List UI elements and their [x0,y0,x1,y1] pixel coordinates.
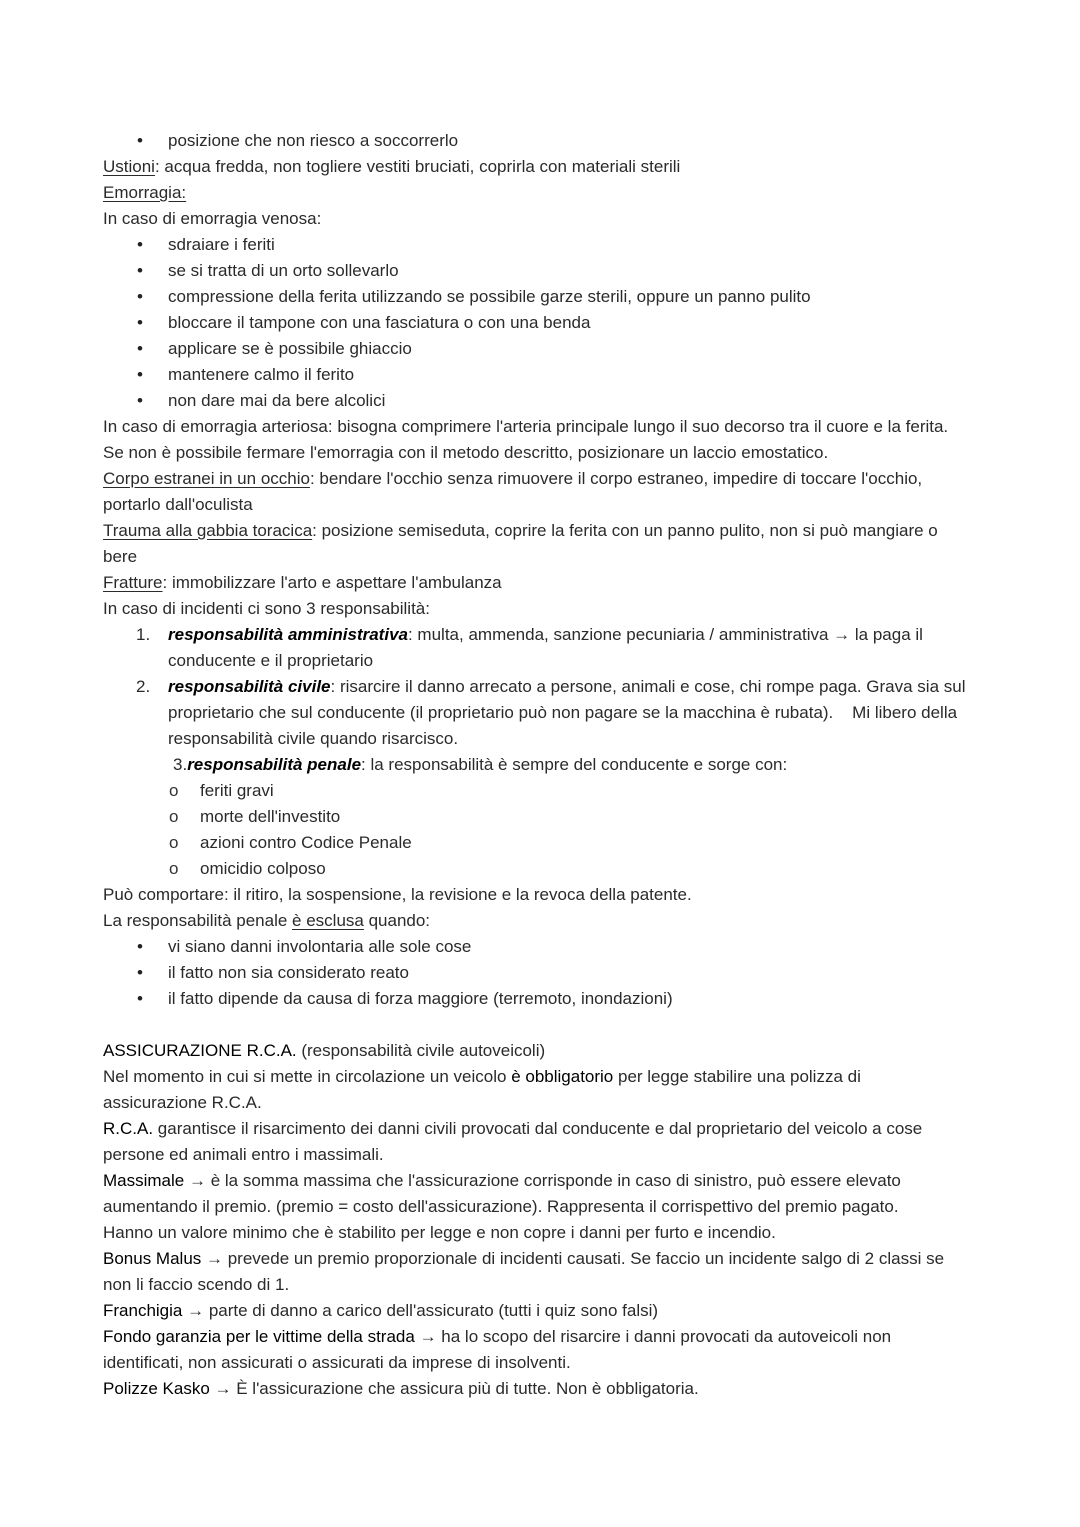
numbered-item-continuation: proprietario che sul conducente (il proprietario può non pagare se la macchina è rubata). Mi libero della [168,703,958,722]
paragraph: In caso di emorragia arteriosa: bisogna comprimere l'arteria principale lungo il suo decorso tra il cuore e la ferita. [103,417,949,436]
paragraph: non li faccio scendo di 1. [103,1275,290,1294]
bullet-item: • non dare mai da bere alcolici [103,388,983,414]
bullet-item: • posizione che non riesco a soccorrerlo [103,128,983,154]
paragraph: aumentando il premio. (premio = costo dell'assicurazione). Rappresenta il corrispettivo del premio pagato. [103,1197,899,1216]
bullet-item: • bloccare il tampone con una fasciatura o con una benda [103,310,983,336]
paragraph: Massimale → è la somma massima che l'assicurazione corrisponde in caso di sinistro, può essere elevato [103,1171,901,1190]
paragraph: assicurazione R.C.A. [103,1093,262,1112]
bullet-item: • compressione della ferita utilizzando se possibile garze sterili, oppure un panno pulito [103,284,983,310]
numbered-item: 2. responsabilità civile: risarcire il danno arrecato a persone, animali e cose, chi rompe paga. Grava sia sul [136,677,966,696]
document-page [103,128,983,1402]
numbered-item-continuation: responsabilità civile quando risarcisco. [168,729,459,748]
bullet-item: • sdraiare i feriti [103,232,983,258]
paragraph-trauma: Trauma alla gabbia toracica: posizione semiseduta, coprire la ferita con un panno pulito, non si può mangiare o [103,521,938,540]
sub-bullet-item: o azioni contro Codice Penale [103,830,983,856]
sub-bullet-item: o morte dell'investito [103,804,983,830]
bullet-item: • il fatto non sia considerato reato [103,960,983,986]
paragraph: identificati, non assicurati o assicurati da imprese di insolventi. [103,1353,571,1372]
paragraph: Può comportare: il ritiro, la sospensione, la revisione e la revoca della patente. [103,885,692,904]
term-ustioni: Ustioni [103,157,155,176]
paragraph: Hanno un valore minimo che è stabilito per legge e non copre i danni per furto e incendio. [103,1223,776,1242]
sub-bullet-item: o omicidio colposo [103,856,983,882]
paragraph: Polizze Kasko → È l'assicurazione che assicura più di tutte. Non è obbligatoria. [103,1379,699,1398]
numbered-item-continuation: conducente e il proprietario [168,651,374,670]
paragraph: In caso di emorragia venosa: [103,209,322,228]
paragraph: Franchigia → parte di danno a carico dell'assicurato (tutti i quiz sono falsi) [103,1301,659,1320]
paragraph: La responsabilità penale è esclusa quando: [103,911,431,930]
section-heading: ASSICURAZIONE R.C.A. (responsabilità civile autoveicoli) [103,1041,546,1060]
paragraph: In caso di incidenti ci sono 3 responsabilità: [103,599,430,618]
sub-bullet-item: o feriti gravi [103,778,983,804]
paragraph: Se non è possibile fermare l'emorragia con il metodo descritto, posizionare un laccio emostatico. [103,443,829,462]
paragraph: Nel momento in cui si mette in circolazione un veicolo è obbligatorio per legge stabilire una polizza di [103,1067,861,1086]
spacer [103,1012,983,1038]
bullet-item: • il fatto dipende da causa di forza maggiore (terremoto, inondazioni) [103,986,983,1012]
paragraph: Bonus Malus → prevede un premio proporzionale di incidenti causati. Se faccio un incidente salgo di 2 classi se [103,1249,945,1268]
heading-emorragia: Emorragia: [103,183,187,202]
numbered-item: 3.responsabilità penale: la responsabilità è sempre del conducente e sorge con: [173,755,788,774]
paragraph: R.C.A. garantisce il risarcimento dei danni civili provocati dal conducente e dal proprietario del veicolo a cose [103,1119,923,1138]
bullet-item: • applicare se è possibile ghiaccio [103,336,983,362]
paragraph-fratture: Fratture: immobilizzare l'arto e aspettare l'ambulanza [103,573,502,592]
paragraph: Fondo garanzia per le vittime della strada → ha lo scopo del risarcire i danni provocati da autoveicoli non [103,1327,892,1346]
paragraph: bere [103,547,138,566]
paragraph-ustioni: Ustioni: acqua fredda, non togliere vestiti bruciati, coprirla con materiali sterili [103,157,681,176]
bullet-item: • vi siano danni involontaria alle sole cose [103,934,983,960]
numbered-item: 1. responsabilità amministrativa: multa, ammenda, sanzione pecuniaria / amministrativa → la paga il [136,625,923,644]
bullet-item: • mantenere calmo il ferito [103,362,983,388]
paragraph: persone ed animali entro i massimali. [103,1145,384,1164]
bullet-item: • se si tratta di un orto sollevarlo [103,258,983,284]
paragraph-corpo-estranei: Corpo estranei in un occhio: bendare l'occhio senza rimuovere il corpo estraneo, impedire di toccare l'occhio, [103,469,923,488]
paragraph: portarlo dall'oculista [103,495,253,514]
